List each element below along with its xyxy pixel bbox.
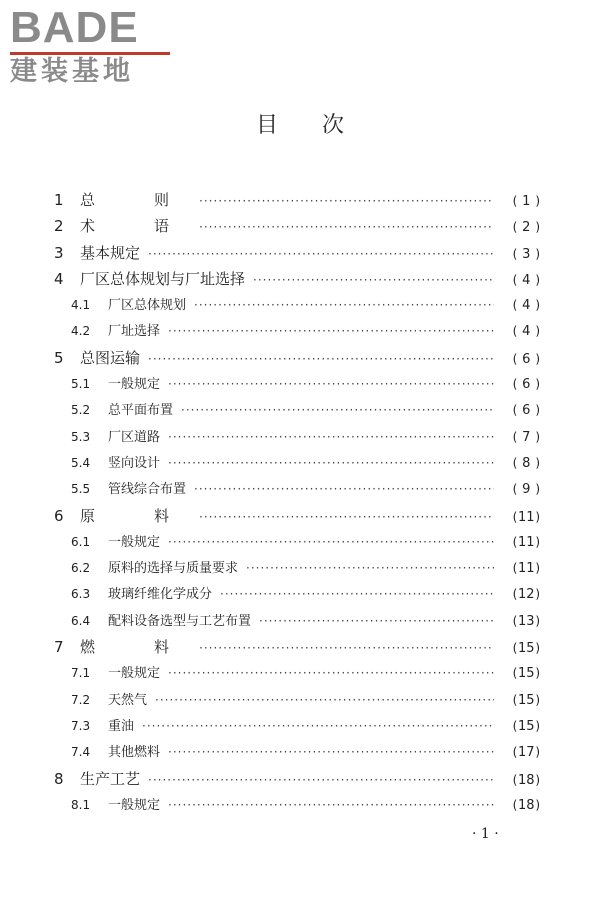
toc-page-number: 18: [518, 772, 535, 788]
toc-page-number: 4: [522, 298, 531, 314]
toc-label: 厂区道路: [108, 429, 161, 445]
toc-label: 生产工艺: [80, 769, 141, 788]
toc-label: 原料的选择与质量要求: [108, 561, 239, 577]
toc-label: 厂址选择: [108, 324, 161, 340]
toc-page-ref: (18): [500, 767, 540, 794]
dot-leader: [168, 371, 494, 397]
toc-page-ref: (11): [500, 504, 540, 531]
dot-leader: [199, 214, 494, 240]
toc-page-number: 6: [522, 377, 531, 393]
toc-label: 玻璃纤维化学成分: [108, 587, 213, 603]
toc-number: 7.1: [71, 666, 91, 681]
toc-chapter-row[interactable]: [54, 213, 540, 239]
toc-page-ref: ( 8 ): [500, 450, 540, 477]
toc-page-ref: ( 4 ): [500, 267, 540, 294]
toc-page-number: 6: [522, 351, 531, 367]
toc-page-number: 11: [518, 534, 535, 550]
toc-page-number: 4: [522, 272, 531, 288]
toc-page-number: 17: [518, 745, 535, 761]
toc-page-number: 15: [518, 666, 535, 682]
toc-section-row[interactable]: [54, 397, 540, 423]
toc-page-ref: (15): [500, 687, 540, 714]
toc-number: 7.2: [71, 692, 91, 707]
dot-leader: [168, 739, 494, 765]
logo-wordmark: BADE: [10, 3, 139, 52]
toc-label: 一般规定: [108, 666, 161, 682]
dot-leader: [148, 767, 494, 793]
toc-chapter-row[interactable]: [54, 266, 540, 292]
toc-page-number: 12: [518, 587, 535, 603]
toc-chapter-row[interactable]: [54, 240, 540, 266]
toc-number: 4.1: [71, 298, 91, 313]
toc-section-row[interactable]: [54, 555, 540, 581]
toc-section-row[interactable]: [54, 713, 540, 739]
toc-page-number: 3: [522, 246, 531, 262]
toc-label: 总 则: [80, 191, 192, 209]
toc-page-number: 9: [522, 482, 531, 498]
dot-leader: [194, 476, 494, 502]
toc-number: 8: [54, 769, 64, 788]
toc-page-number: 15: [518, 641, 535, 657]
toc-page-ref: (18): [500, 792, 540, 819]
toc-page-number: 11: [518, 509, 535, 525]
toc-page-ref: (15): [500, 635, 540, 662]
dot-leader: [155, 687, 494, 713]
dot-leader: [199, 635, 494, 661]
toc-page-number: 6: [522, 403, 531, 419]
toc-label: 一般规定: [108, 534, 161, 550]
toc-page-number: 7: [522, 429, 531, 445]
toc-page-ref: ( 4 ): [500, 318, 540, 345]
logo-chinese-text: 建装基地: [10, 56, 134, 87]
toc-number: 5.2: [71, 403, 91, 418]
toc-section-row[interactable]: [54, 424, 540, 450]
toc-section-row[interactable]: [54, 371, 540, 397]
toc-page-ref: ( 7 ): [500, 424, 540, 451]
dot-leader: [168, 792, 494, 818]
dot-leader: [142, 713, 494, 739]
toc-label: 厂区总体规划与厂址选择: [80, 269, 246, 288]
dot-leader: [194, 292, 494, 318]
toc-label: 其他燃料: [108, 745, 161, 761]
dot-leader: [168, 318, 494, 344]
dot-leader: [246, 555, 494, 581]
toc-page-number: 11: [518, 561, 535, 577]
toc-section-row[interactable]: [54, 581, 540, 607]
toc-section-row[interactable]: [54, 529, 540, 555]
toc-chapter-row[interactable]: [54, 187, 540, 213]
toc-label: 总图运输: [80, 348, 141, 367]
toc-page-number: 15: [518, 692, 535, 708]
toc-section-row[interactable]: [54, 792, 540, 818]
toc-section-row[interactable]: [54, 450, 540, 476]
toc-page-number: 1: [522, 194, 531, 209]
dot-leader: [199, 504, 494, 530]
toc-page-ref: (11): [500, 555, 540, 582]
dot-leader: [148, 346, 494, 372]
toc-number: 5.1: [71, 377, 91, 392]
toc-number: 6: [54, 506, 64, 525]
toc-label: 总平面布置: [108, 403, 174, 419]
toc-page-ref: ( 2 ): [500, 214, 540, 241]
page-title: 目次: [255, 113, 388, 138]
toc-page-ref: (13): [500, 608, 540, 635]
dot-leader: [168, 529, 494, 555]
toc-label: 一般规定: [108, 797, 161, 813]
toc-page-ref: ( 1 ): [500, 188, 540, 215]
toc-label: 术 语: [80, 217, 192, 236]
toc-label: 重油: [108, 718, 135, 734]
toc-page-ref: (15): [500, 660, 540, 687]
toc-page-ref: (17): [500, 739, 540, 766]
dot-leader: [181, 397, 494, 423]
toc-number: 8.1: [71, 797, 91, 812]
toc-section-row[interactable]: [54, 660, 540, 686]
toc-page-ref: ( 4 ): [500, 292, 540, 319]
dot-leader: [168, 450, 494, 476]
toc-page-number: 13: [518, 613, 535, 629]
toc-page-number: 15: [518, 718, 535, 734]
toc-label: 一般规定: [108, 377, 161, 393]
toc-page-ref: (12): [500, 581, 540, 608]
dot-leader: [220, 581, 494, 607]
page-number: · 1 ·: [472, 826, 499, 842]
toc-page-ref: ( 6 ): [500, 346, 540, 373]
toc-page-ref: (11): [500, 529, 540, 556]
toc-page-ref: ( 6 ): [500, 397, 540, 424]
toc-section-row[interactable]: [54, 608, 540, 634]
toc-number: 5.4: [71, 455, 91, 470]
toc-number: 4: [54, 269, 64, 288]
toc-page-number: 4: [522, 324, 531, 340]
toc-number: 5.5: [71, 482, 91, 497]
toc-label: 配料设备选型与工艺布置: [108, 613, 252, 629]
dot-leader: [259, 608, 494, 634]
toc-chapter-row[interactable]: [54, 345, 540, 371]
toc-label: 天然气: [108, 692, 148, 708]
toc-number: 6.4: [71, 613, 91, 628]
toc-number: 1: [54, 191, 64, 209]
toc-section-row[interactable]: [54, 292, 540, 318]
toc-page-ref: (15): [500, 713, 540, 740]
toc-section-row[interactable]: [54, 476, 540, 502]
toc-section-row[interactable]: [54, 318, 540, 344]
toc-page-number: 18: [518, 797, 535, 813]
dot-leader: [148, 241, 494, 267]
toc-page-number: 8: [522, 455, 531, 471]
toc-label: 原 料: [80, 506, 192, 525]
toc-label: 竖向设计: [108, 455, 161, 471]
toc-label: 管线综合布置: [108, 482, 187, 498]
dot-leader: [168, 424, 494, 450]
dot-leader: [168, 660, 494, 686]
toc-chapter-row[interactable]: [54, 634, 540, 660]
toc-number: 5.3: [71, 429, 91, 444]
toc-number: 5: [54, 348, 64, 367]
toc-section-row[interactable]: [54, 739, 540, 765]
toc-page-number: 2: [522, 220, 531, 236]
toc-number: 4.2: [71, 324, 91, 339]
toc-number: 6.3: [71, 587, 91, 602]
toc-label: 厂区总体规划: [108, 298, 187, 314]
toc-label: 燃 料: [80, 638, 192, 657]
toc-page-ref: ( 9 ): [500, 476, 540, 503]
toc-chapter-row[interactable]: [54, 503, 540, 529]
toc-number: 7: [54, 638, 64, 657]
table-of-contents: [54, 187, 540, 818]
toc-number: 2: [54, 217, 64, 236]
toc-number: 7.3: [71, 718, 91, 733]
dot-leader: [199, 188, 494, 214]
toc-page-ref: ( 3 ): [500, 241, 540, 268]
bade-logo: [10, 3, 185, 89]
toc-section-row[interactable]: [54, 687, 540, 713]
toc-number: 6.2: [71, 561, 91, 576]
toc-number: 6.1: [71, 534, 91, 549]
toc-number: 3: [54, 243, 64, 262]
dot-leader: [253, 267, 494, 293]
toc-number: 7.4: [71, 745, 91, 760]
toc-label: 基本规定: [80, 243, 141, 262]
toc-chapter-row[interactable]: [54, 766, 540, 792]
toc-page-ref: ( 6 ): [500, 371, 540, 398]
